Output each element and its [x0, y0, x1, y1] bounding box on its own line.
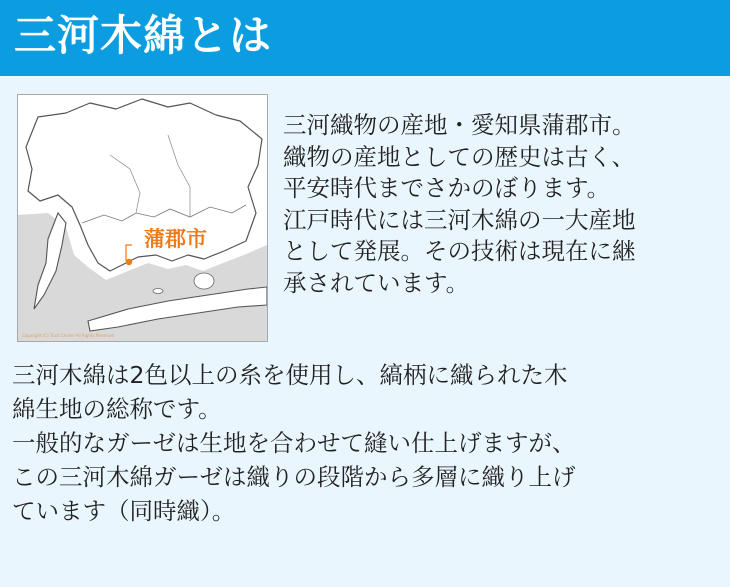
text-line: 平安時代までさかのぼります。 [283, 174, 611, 202]
text-line: 綿生地の総称です。 [12, 395, 222, 423]
city-label: 蒲郡市 [144, 227, 207, 251]
island [194, 273, 214, 289]
text-line: 三河木綿は2色以上の糸を使用し、縞柄に織られた木 [12, 361, 568, 389]
intro-paragraph [283, 110, 723, 299]
title-bar [0, 0, 730, 76]
map-credit: Copyright (C) Trust Center All Rights Reserved [22, 333, 115, 338]
text-line: 三河織物の産地・愛知県蒲郡市。 [283, 111, 636, 139]
description-paragraph [12, 358, 722, 528]
map-illustration [18, 95, 267, 341]
text-line: として発展。その技術は現在に継 [283, 237, 636, 265]
island [153, 289, 163, 294]
aichi-map [17, 94, 268, 342]
page-title: 三河木綿とは [14, 11, 273, 60]
text-line: 一般的なガーゼは生地を合わせて縫い仕上げますが、 [12, 429, 576, 457]
text-line: ています（同時織）。 [12, 497, 236, 525]
city-marker [126, 259, 132, 265]
text-line: 承されています。 [283, 268, 470, 297]
text-line: 江戸時代には三河木綿の一大産地 [283, 205, 636, 234]
text-line: 織物の産地としての歴史は古く、 [283, 142, 636, 171]
text-line: この三河木綿ガーゼは織りの段階から多層に織り上げ [12, 463, 576, 491]
